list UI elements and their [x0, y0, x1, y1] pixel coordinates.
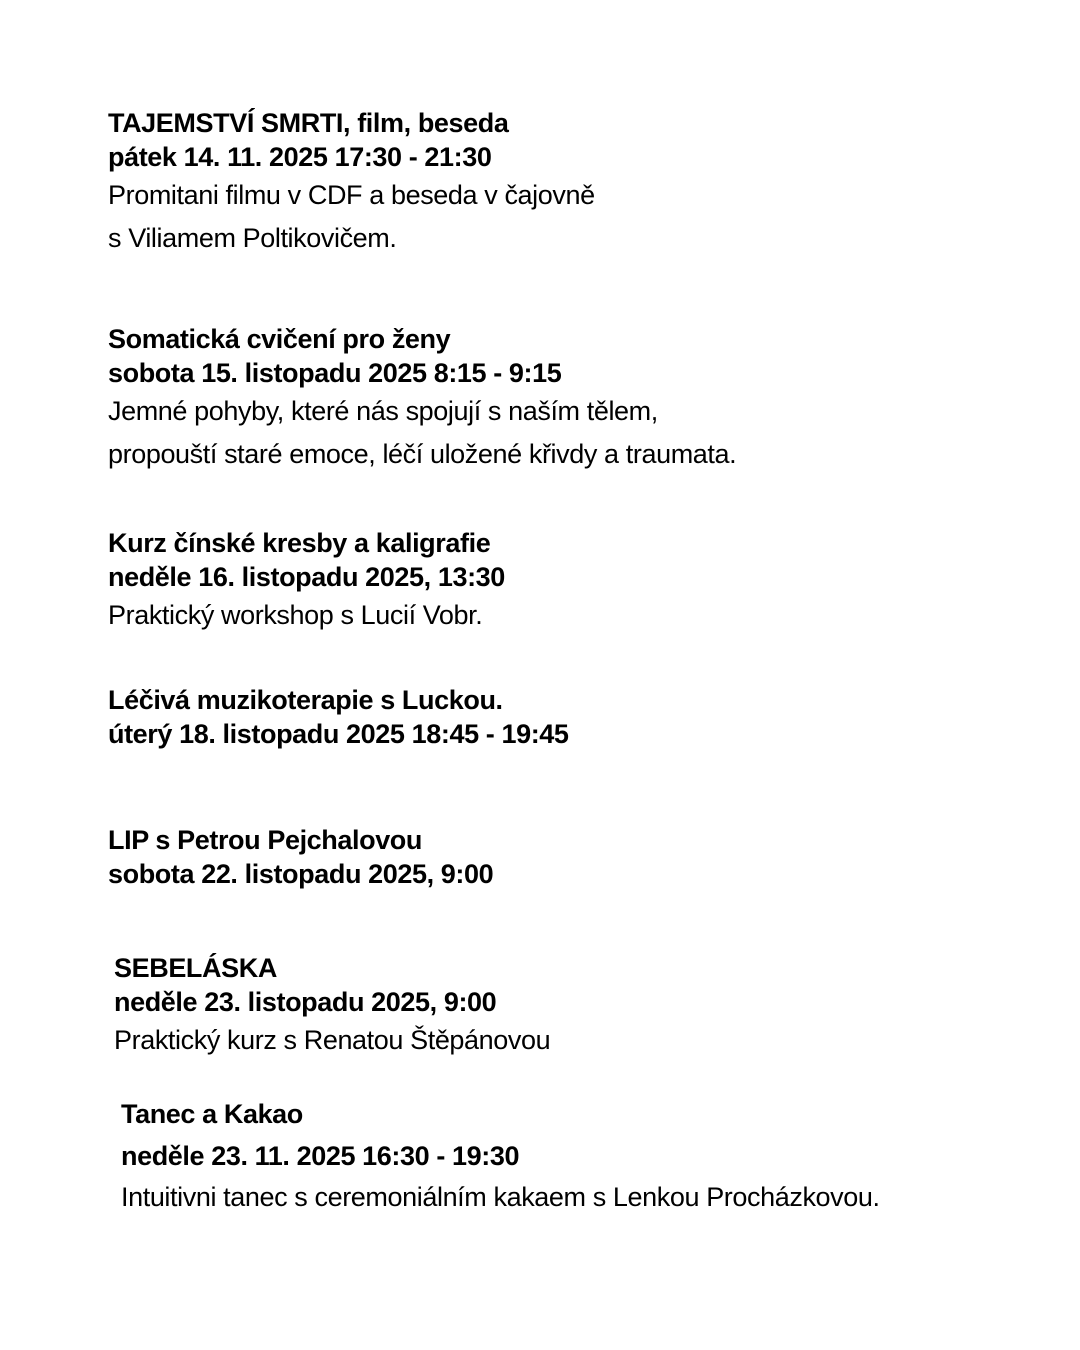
event-description-line: Intuitivni tanec s ceremoniálním kakaem s Lenkou Procházkovou.: [121, 1182, 880, 1212]
event-description-line: Praktický workshop s Lucií Vobr.: [108, 600, 483, 630]
event-block-kurz-cinske-kresby: [108, 526, 1020, 637]
event-datetime: sobota 15. listopadu 2025 8:15 - 9:15: [108, 358, 562, 388]
event-block-tajemstvi-smrti: [108, 106, 1020, 260]
event-description-line: Praktický kurz s Renatou Štěpánovou: [114, 1025, 551, 1055]
event-block-tanec-a-kakao: [121, 1093, 1020, 1217]
event-datetime: neděle 23. 11. 2025 16:30 - 19:30: [121, 1141, 520, 1171]
event-title: Kurz čínské kresby a kaligrafie: [108, 528, 491, 558]
event-block-sebelaska: [114, 951, 1020, 1062]
event-title: TAJEMSTVÍ SMRTI, film, beseda: [108, 108, 509, 138]
event-description-line: Jemné pohyby, které nás spojují s naším tělem,: [108, 396, 658, 426]
event-title: SEBELÁSKA: [114, 953, 277, 983]
event-datetime: sobota 22. listopadu 2025, 9:00: [108, 859, 494, 889]
event-title: Somatická cvičení pro ženy: [108, 324, 451, 354]
event-block-somaticka-cviceni: [108, 322, 1020, 476]
event-datetime: neděle 16. listopadu 2025, 13:30: [108, 562, 505, 592]
event-datetime: neděle 23. listopadu 2025, 9:00: [114, 987, 497, 1017]
event-title: Léčivá muzikoterapie s Luckou.: [108, 685, 503, 715]
event-block-lip-petra-pejchalova: [108, 823, 1020, 891]
event-description-line: s Viliamem Poltikovičem.: [108, 223, 397, 253]
event-description-line: propouští staré emoce, léčí uložené křivdy a traumata.: [108, 439, 737, 469]
event-datetime: úterý 18. listopadu 2025 18:45 - 19:45: [108, 719, 569, 749]
event-block-leciva-muzikoterapie: [108, 683, 1020, 751]
event-datetime: pátek 14. 11. 2025 17:30 - 21:30: [108, 142, 492, 172]
event-description-line: Promitani filmu v CDF a beseda v čajovně: [108, 180, 595, 210]
event-title: LIP s Petrou Pejchalovou: [108, 825, 422, 855]
event-title: Tanec a Kakao: [121, 1099, 303, 1129]
